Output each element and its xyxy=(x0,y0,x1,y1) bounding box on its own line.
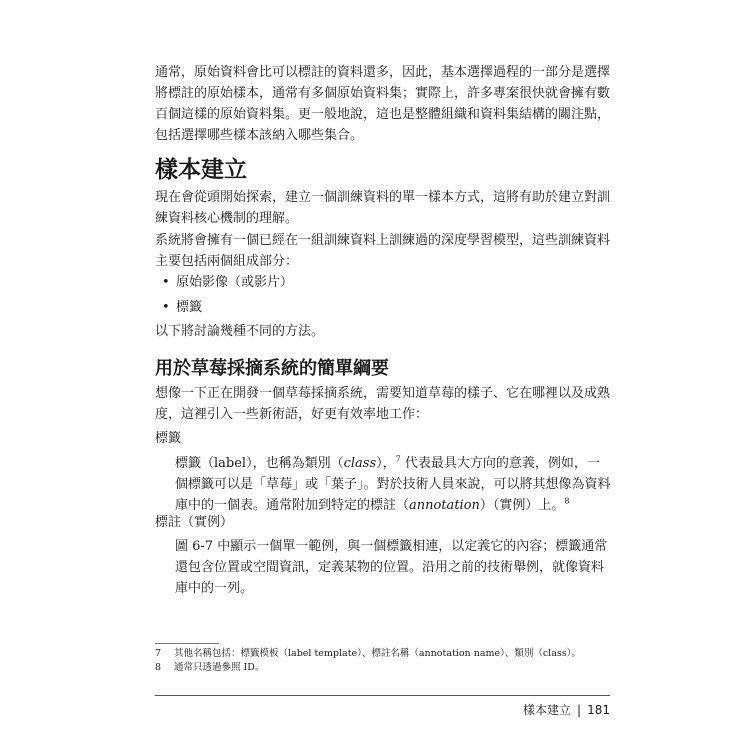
intro-paragraph: 通常，原始資料會比可以標註的資料還多，因此，基本選擇過程的一部分是選擇將標註的原始樣本，通常有多個原始資料集；實際上，許多專案很快就會擁有數百個這樣的原始資料集。更一般地說，這也是整體組織和資料集結構的關注點，包括選擇哪些樣本該納入哪些集合。 xyxy=(155,65,611,143)
footer-section-title: 樣本建立 xyxy=(523,703,572,717)
paragraph-explore: 現在會從頭開始探索，建立一個訓練資料的單一樣本方式，這將有助於建立對訓練資料核心機制的理解。 xyxy=(155,190,611,226)
term-annotation-title: 標註（實例） xyxy=(155,515,234,530)
term-label-title: 標籤 xyxy=(155,431,182,446)
footer-divider xyxy=(155,695,610,696)
bullet-icon: • xyxy=(162,275,170,290)
subsection-heading: 用於草莓採摘系統的簡單綱要 xyxy=(155,358,389,379)
paragraph-system: 系統將會擁有一個已經在一組訓練資料上訓練過的深度學習模型，這些訓練資料主要包括兩個組成部分： xyxy=(155,233,611,269)
section-heading: 樣本建立 xyxy=(155,157,247,183)
bullet-label: 標籤 xyxy=(176,300,203,315)
bullet-item-raw-media xyxy=(162,273,293,293)
footnote-8: 8 通常只透過參照 ID。 xyxy=(155,662,265,673)
paragraph-methods: 以下將討論幾種不同的方法。 xyxy=(155,324,325,339)
paragraph-imagine: 想像一下正在開發一個草莓採摘系統，需要知道草莓的樣子、它在哪裡以及成熟度，這裡引入一些新術語，好更有效率地工作： xyxy=(155,386,611,422)
bullet-label: 原始影像（或影片） xyxy=(176,275,294,290)
bullet-icon: • xyxy=(162,300,170,315)
bullet-item-label xyxy=(162,298,202,318)
term-annotation-definition: 圖 6-7 中顯示一個單一範例，與一個標籤相連，以定義它的內容；標籤通常還包含位置或空間資訊，定義某物的位置。沿用之前的技術舉例，就像資料庫中的一列。 xyxy=(175,539,608,596)
term-label-definition: 標籤（label），也稱為類別（class），$^7$ 代表最具大方向的意義，例如，一個標籤可以是「草莓」或「葉子」。對於技術人員來說，可以將其想像為資料庫中的一個表。通常附加到特定的標註（annotation）（實例）上。$^8$ xyxy=(175,454,611,513)
footnote-7: 7 其他名稱包括：標籤模板（label template）、標註名稱（annotation name）、類別（class）。 xyxy=(155,648,581,659)
page-footer: 樣本建立 | 181 xyxy=(523,703,610,717)
page-number: 181 xyxy=(587,703,610,717)
footnote-divider xyxy=(155,643,219,644)
